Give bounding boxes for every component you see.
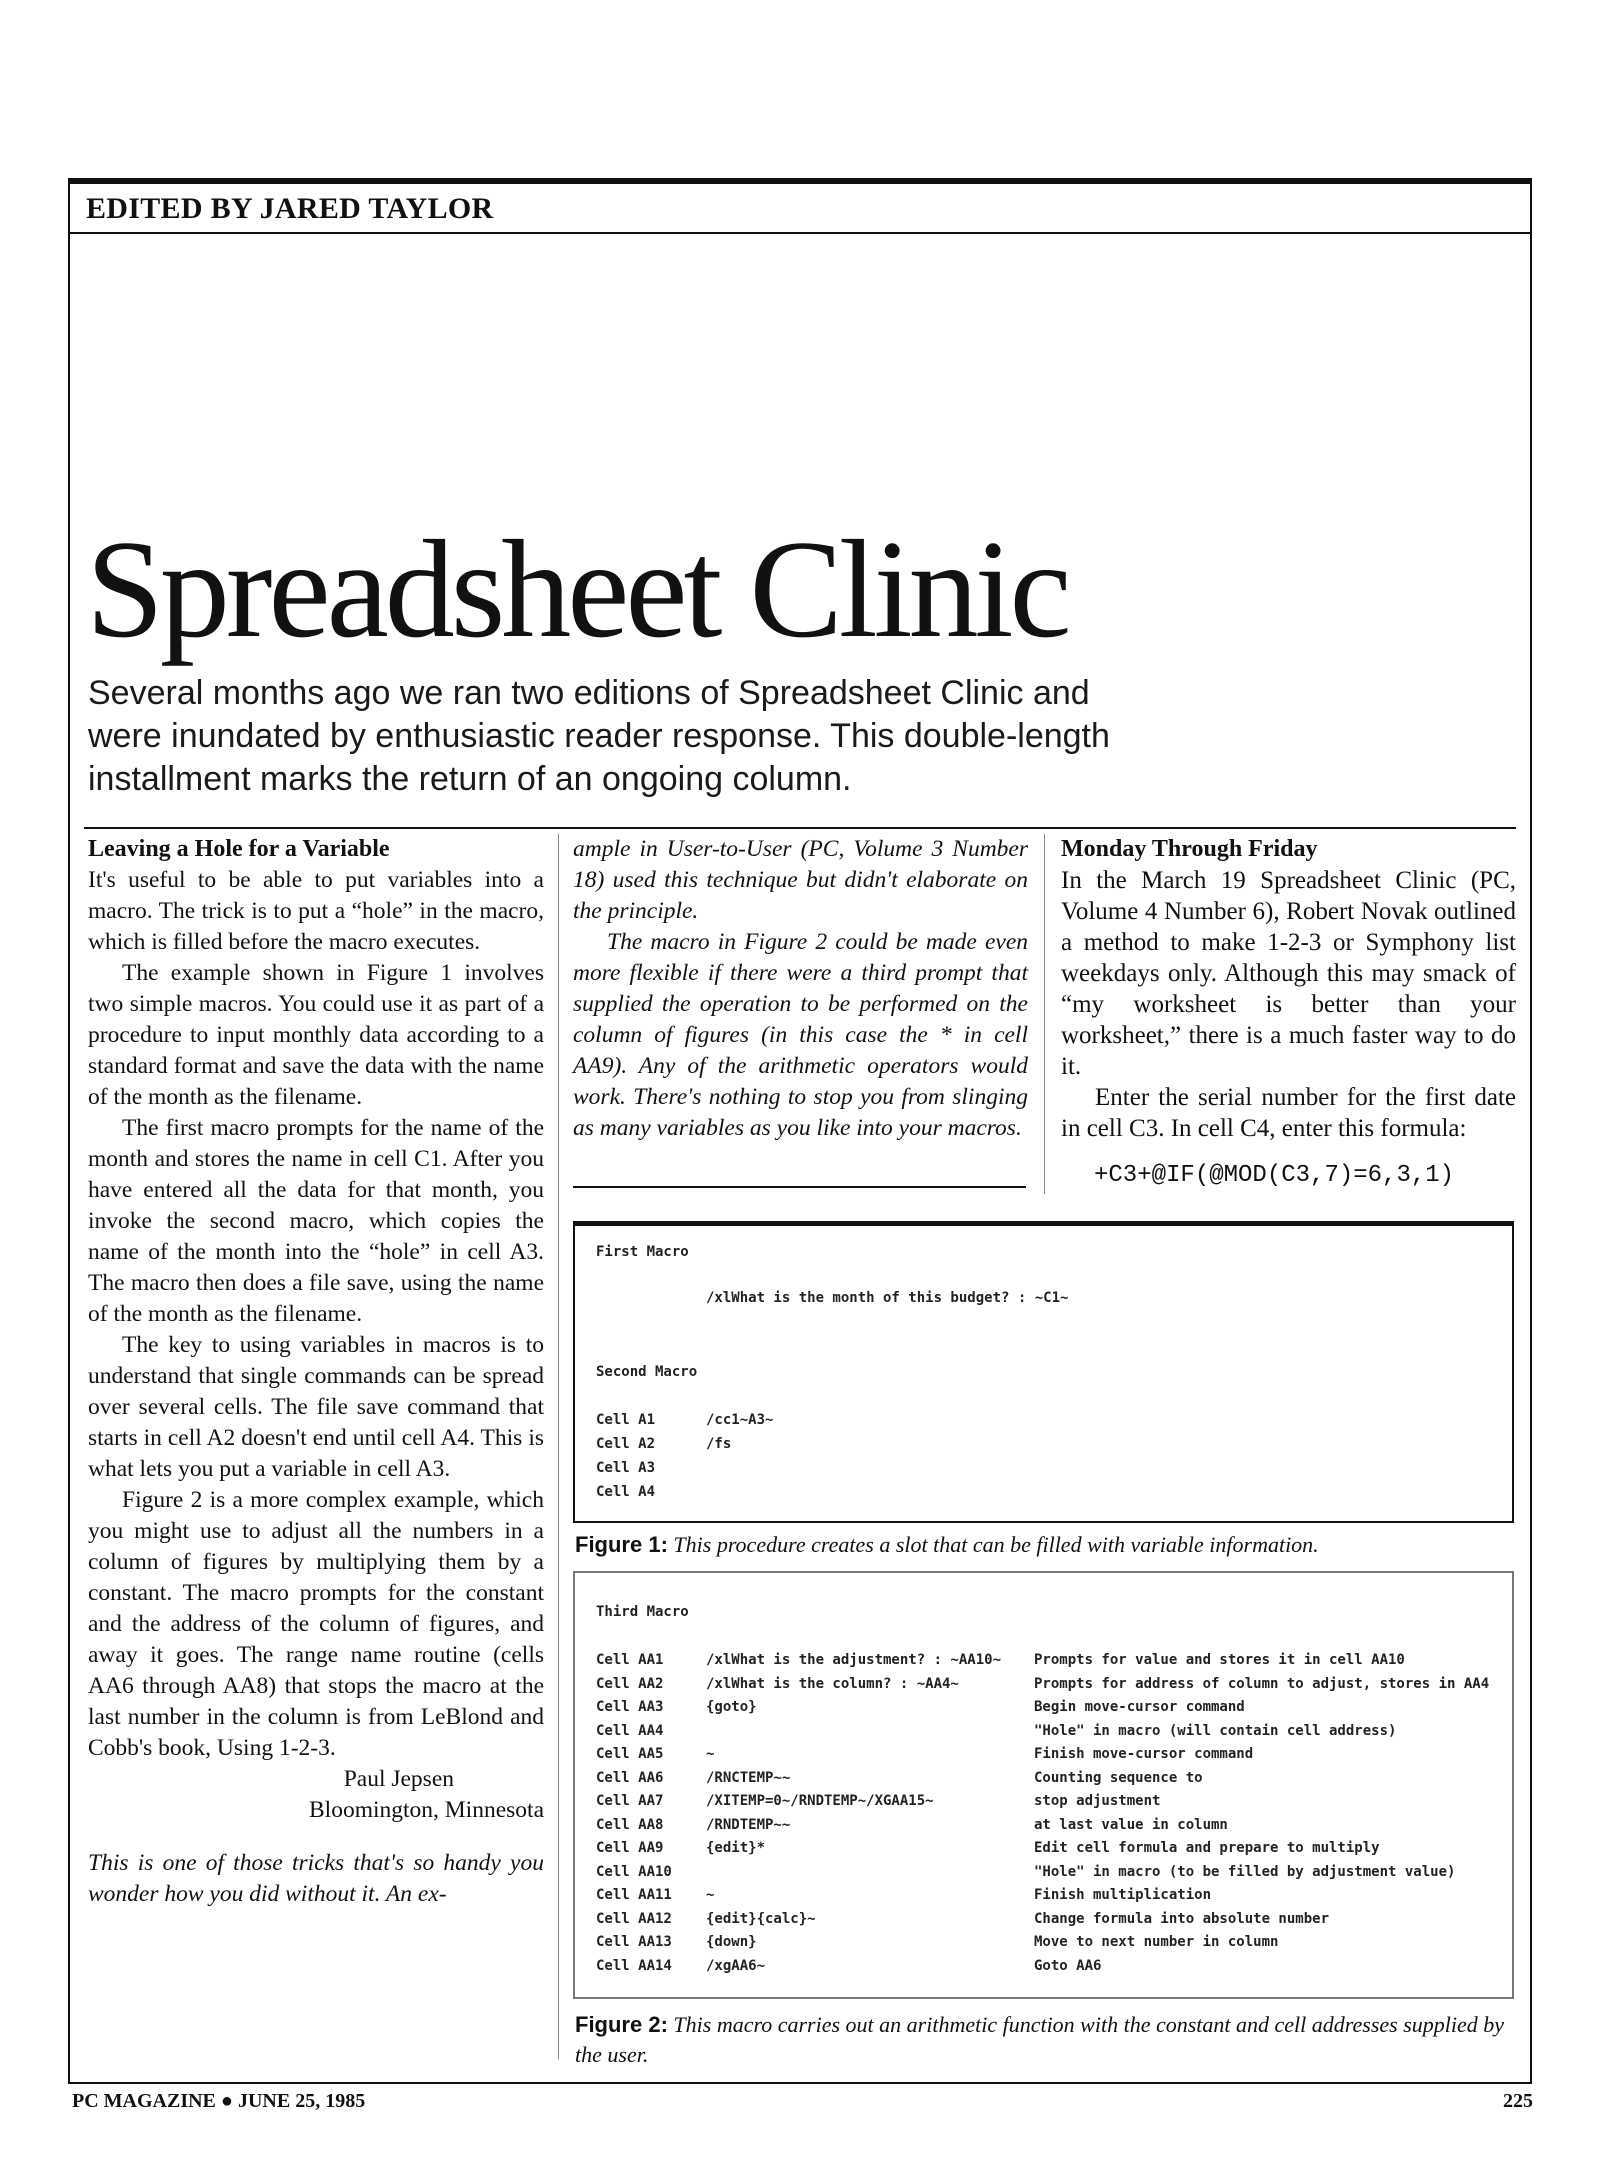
figure-2-comment: Finish multiplication [1034, 1887, 1212, 1903]
figure-2-code: {edit}{calc}~ [706, 1910, 816, 1927]
editor-credit: EDITED BY JARED TAYLOR [68, 184, 1532, 234]
magazine-footer: PC MAGAZINE ● JUNE 25, 1985 [72, 2090, 366, 2112]
caption-text: This procedure creates a slot that can be filled with variable information. [673, 1532, 1319, 1557]
figure-2-comment: Begin move-cursor command [1034, 1699, 1245, 1715]
column-divider [1044, 834, 1045, 1194]
figure-2-code: /xlWhat is the column? : ~AA4~ [706, 1675, 959, 1692]
figure-2-cell: Cell AA10 [596, 1863, 672, 1880]
paragraph: ample in User-to-User (PC, Volume 3 Number 18) used this technique but didn't elaborate on the principle. [573, 836, 1028, 924]
figure-2-cell: Cell AA5 [596, 1746, 664, 1762]
figure-2-cell: Cell AA14 [596, 1957, 672, 1974]
caption-label: Figure 1: [575, 1532, 668, 1557]
figure-1-cell: Cell A3 [596, 1460, 656, 1476]
figure-2-label: Third Macro [596, 1604, 689, 1620]
figure-1-caption [575, 1530, 1515, 1560]
figure-2-comment: Change formula into absolute number [1034, 1910, 1330, 1927]
figure-2-comment: "Hole" in macro (to be filled by adjustment value) [1034, 1863, 1456, 1880]
figure-2-comment: Prompts for address of column to adjust, stores in AA4 [1034, 1675, 1490, 1692]
figure-2-code: /XITEMP=0~/RNDTEMP~/XGAA15~ [706, 1793, 934, 1809]
paragraph: The macro in Figure 2 could be made even more flexible if there were a third prompt that supplied the operation to be performed on the column of figures (in this case the * in cell AA9). Any of the arithmetic operators would work. There's nothing to stop you from slinging as many variables as you like into your macros. [573, 929, 1028, 1141]
figure-2-code: /xgAA6~ [706, 1957, 766, 1974]
figure-2-cell: Cell AA9 [596, 1840, 664, 1856]
figure-2-cell: Cell AA1 [596, 1652, 664, 1668]
figure-2-code: {down} [706, 1934, 757, 1950]
column-divider [558, 834, 559, 2059]
figure-1-code: /fs [706, 1436, 732, 1452]
figure-2-cell: Cell AA6 [596, 1769, 664, 1786]
author-location: Bloomington, Minnesota [309, 1797, 544, 1823]
paragraph: The example shown in Figure 1 involves two simple macros. You could use it as part of a procedure to input monthly data according to a standard format and save the data with the name of the month as the filename. [88, 960, 544, 1110]
figure-2-code: /RNCTEMP~~ [706, 1769, 791, 1786]
figure-1-first-line: /xlWhat is the month of this budget? : ~C1~ [706, 1290, 1069, 1306]
figure-2-cell: Cell AA3 [596, 1699, 664, 1715]
author-name: Paul Jepsen [343, 1766, 454, 1792]
figure-2-comment: Goto AA6 [1034, 1957, 1102, 1974]
section-rule [84, 827, 1516, 829]
figure-1-box [573, 1221, 1514, 1523]
figure-1-code: /cc1~A3~ [706, 1412, 774, 1428]
paragraph: The first macro prompts for the name of the month and stores the name in cell C1. After you have entered all the data for that month, you invoke the second macro, which copies the name of the month into the “hole” in cell A3. The macro then does a file save, using the name of the month as the filename. [88, 1115, 544, 1327]
figure-2-cell: Cell AA12 [596, 1910, 672, 1927]
figure-1-second-label: Second Macro [596, 1364, 698, 1380]
figure-1-first-label: First Macro [596, 1244, 689, 1260]
figure-2-code: ~ [706, 1887, 715, 1903]
column-3 [1061, 834, 1516, 1144]
figure-2-cell: Cell AA4 [596, 1722, 664, 1739]
paragraph: In the March 19 Spreadsheet Clinic (PC, Volume 4 Number 6), Robert Novak outlined a method to make 1-2-3 or Symphony list weekdays only. Although this may smack of “my worksheet is better than your worksheet,” there is a much faster way to do it. [1061, 867, 1516, 1080]
editor-note: This is one of those tricks that's so handy you wonder how you did without it. An ex- [88, 1850, 544, 1907]
page-number: 225 [1503, 2090, 1533, 2112]
column-1 [88, 834, 544, 1910]
figure-2-comment: "Hole" in macro (will contain cell address) [1034, 1722, 1397, 1739]
figure-2-comment: Prompts for value and stores it in cell AA10 [1034, 1652, 1405, 1668]
figure-2-code: /RNDTEMP~~ [706, 1816, 791, 1833]
figure-2-comment: Move to next number in column [1034, 1934, 1279, 1950]
figure-2-comment: Finish move-cursor command [1034, 1746, 1254, 1762]
figure-2-comment: stop adjustment [1034, 1793, 1161, 1809]
article-title: Spreadsheet Clinic [86, 512, 1068, 667]
figure-2-comment: at last value in column [1034, 1816, 1228, 1833]
figure-2-cell: Cell AA8 [596, 1816, 664, 1833]
caption-label: Figure 2: [575, 2012, 668, 2037]
figure-1-cell: Cell A4 [596, 1484, 656, 1500]
figure-2-caption [575, 2010, 1515, 2070]
figure-2-code: ~ [706, 1746, 715, 1762]
paragraph: It's useful to be able to put variables into a macro. The trick is to put a “hole” in the macro, which is filled before the macro executes. [88, 867, 544, 955]
figure-1-cell: Cell A1 [596, 1412, 656, 1428]
figure-2-cell: Cell AA13 [596, 1934, 672, 1950]
section-heading: Monday Through Friday [1061, 836, 1318, 862]
figure-2-cell: Cell AA7 [596, 1793, 664, 1809]
deck-line: installment marks the return of an ongoing column. [88, 760, 852, 798]
figure-2-code: {goto} [706, 1699, 757, 1715]
caption-text: This macro carries out an arithmetic function with the constant and cell addresses supplied by the user. [575, 2012, 1505, 2067]
deck [88, 672, 1288, 801]
figure-2-code: /xlWhat is the adjustment? : ~AA10~ [706, 1652, 1002, 1668]
deck-line: Several months ago we ran two editions of Spreadsheet Clinic and [88, 674, 1090, 712]
paragraph: Enter the serial number for the first date in cell C3. In cell C4, enter this formula: [1061, 1084, 1516, 1142]
figure-2-cell: Cell AA2 [596, 1675, 664, 1692]
figure-1-cell: Cell A2 [596, 1436, 656, 1452]
figure-2-cell: Cell AA11 [596, 1887, 672, 1903]
formula: +C3+@IF(@MOD(C3,7)=6,3,1) [1094, 1162, 1455, 1189]
figure-2-code: {edit}* [706, 1840, 766, 1856]
column-2 [573, 834, 1028, 1144]
column-end-rule [573, 1186, 1026, 1188]
figure-2-comment: Edit cell formula and prepare to multiply [1034, 1840, 1380, 1856]
deck-line: were inundated by enthusiastic reader response. This double-length [88, 717, 1110, 755]
paragraph: Figure 2 is a more complex example, which you might use to adjust all the numbers in a column of figures by multiplying them by a constant. The macro prompts for the constant and the address of the column of figures, and away it goes. The range name routine (cells AA6 through AA8) that stops the macro at the last number in the column is from LeBlond and Cobb's book, Using 1-2-3. [88, 1487, 544, 1761]
figure-2-comment: Counting sequence to [1034, 1769, 1203, 1786]
section-heading: Leaving a Hole for a Variable [88, 836, 390, 862]
paragraph: The key to using variables in macros is to understand that single commands can be spread over several cells. The file save command that starts in cell A2 doesn't end until cell A4. This is what lets you put a variable in cell A3. [88, 1332, 544, 1482]
